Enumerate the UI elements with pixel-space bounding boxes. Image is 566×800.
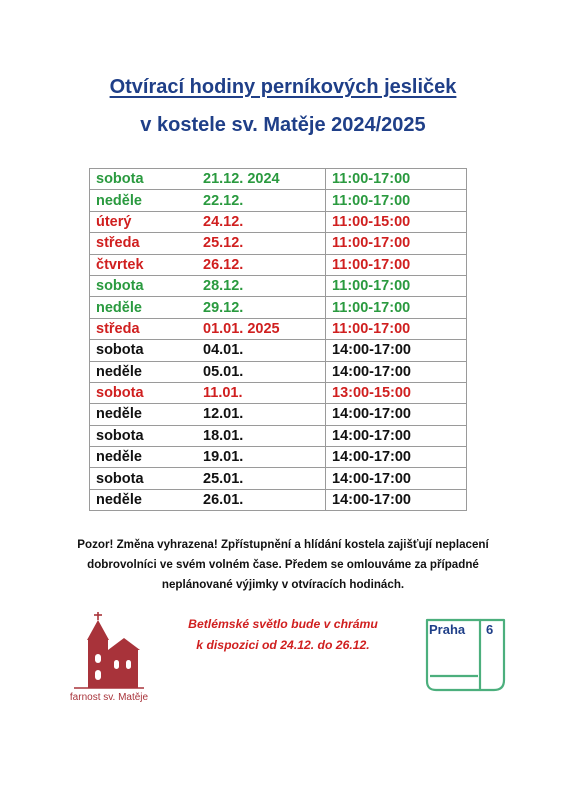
table-row (90, 489, 467, 510)
day-date-cell (90, 361, 326, 382)
notice-line: Pozor! Změna vyhrazena! Zpřístupnění a hlídání kostela zajišťují neplacení (77, 538, 489, 551)
time-cell: 14:00-17:00 (326, 447, 467, 468)
time-cell: 11:00-17:00 (326, 233, 467, 254)
day-date-cell (90, 275, 326, 296)
table-row (90, 169, 467, 190)
date: 05.01. (203, 363, 244, 380)
light-line: Betlémské světlo bude v chrámu (188, 617, 378, 631)
time-cell: 14:00-17:00 (326, 404, 467, 425)
day-name: středa (96, 235, 140, 252)
time-cell: 11:00-15:00 (326, 211, 467, 232)
time-cell: 11:00-17:00 (326, 190, 467, 211)
notice-line: neplánované výjimky v otvíracích hodinách. (161, 578, 405, 591)
time-cell: 11:00-17:00 (326, 254, 467, 275)
day-date-cell (90, 297, 326, 318)
table-row (90, 468, 467, 489)
day-date-cell (90, 425, 326, 446)
day-name: neděle (96, 449, 142, 466)
table-row (90, 275, 467, 296)
time-cell: 13:00-15:00 (326, 382, 467, 403)
title-line-1: Otvírací hodiny perníkových jesliček (109, 76, 457, 98)
day-name: sobota (96, 470, 144, 487)
day-name: úterý (96, 213, 132, 230)
praha-logo-number: 6 (486, 622, 494, 637)
day-date-cell (90, 233, 326, 254)
day-date-cell (90, 489, 326, 510)
day-name: neděle (96, 192, 142, 209)
day-date-cell (90, 404, 326, 425)
day-name: sobota (96, 427, 144, 444)
day-name: neděle (96, 363, 142, 380)
day-name: středa (96, 320, 140, 337)
table-row (90, 318, 467, 339)
time-cell: 14:00-17:00 (326, 425, 467, 446)
parish-logo-text: farnost sv. Matěje (69, 692, 149, 703)
date: 29.12. (203, 299, 244, 316)
time-cell: 14:00-17:00 (326, 468, 467, 489)
day-name: sobota (96, 385, 144, 402)
table-row (90, 361, 467, 382)
day-date-cell (90, 190, 326, 211)
day-name: sobota (96, 171, 144, 188)
day-date-cell (90, 468, 326, 489)
day-name: sobota (96, 278, 144, 295)
time-cell: 11:00-17:00 (326, 169, 467, 190)
time-cell: 11:00-17:00 (326, 275, 467, 296)
day-date-cell (90, 211, 326, 232)
day-name: čtvrtek (96, 256, 144, 273)
day-date-cell (90, 382, 326, 403)
time-cell: 11:00-17:00 (326, 297, 467, 318)
notice-line: dobrovolníci ve svém volném čase. Předem se omlouváme za případné (87, 558, 479, 571)
table-row (90, 425, 467, 446)
date: 11.01. (203, 385, 243, 402)
date: 01.01. 2025 (203, 320, 280, 337)
table-row (90, 190, 467, 211)
date: 22.12. (203, 192, 244, 209)
table-row (90, 254, 467, 275)
day-date-cell (90, 447, 326, 468)
day-date-cell (90, 340, 326, 361)
table-row (90, 447, 467, 468)
light-line: k dispozici od 24.12. do 26.12. (196, 638, 370, 652)
date: 12.01. (203, 406, 244, 423)
praha-6-logo (424, 618, 510, 694)
bethlehem-light-note (160, 614, 406, 656)
day-date-cell (90, 169, 326, 190)
day-name: sobota (96, 342, 144, 359)
day-date-cell (90, 254, 326, 275)
date: 25.12. (203, 235, 244, 252)
date: 04.01. (203, 342, 244, 359)
time-cell: 11:00-17:00 (326, 318, 467, 339)
day-name: neděle (96, 299, 142, 316)
opening-hours-table (89, 168, 467, 511)
date: 25.01. (203, 470, 244, 487)
praha-logo-text: Praha (429, 622, 466, 637)
date: 24.12. (203, 213, 244, 230)
table-row (90, 211, 467, 232)
date: 18.01. (203, 427, 244, 444)
time-cell: 14:00-17:00 (326, 340, 467, 361)
parish-logo (68, 610, 150, 705)
table-row (90, 233, 467, 254)
date: 21.12. 2024 (203, 171, 280, 188)
time-cell: 14:00-17:00 (326, 489, 467, 510)
date: 26.12. (203, 256, 244, 273)
date: 28.12. (203, 278, 244, 295)
day-name: neděle (96, 406, 142, 423)
title-line-2: v kostele sv. Matěje 2024/2025 (140, 114, 426, 136)
day-name: neděle (96, 492, 142, 509)
table-row (90, 382, 467, 403)
table-row (90, 404, 467, 425)
table-row (90, 340, 467, 361)
time-cell: 14:00-17:00 (326, 361, 467, 382)
table-row (90, 297, 467, 318)
date: 26.01. (203, 492, 244, 509)
notice-text (60, 535, 506, 595)
date: 19.01. (203, 449, 244, 466)
day-date-cell (90, 318, 326, 339)
